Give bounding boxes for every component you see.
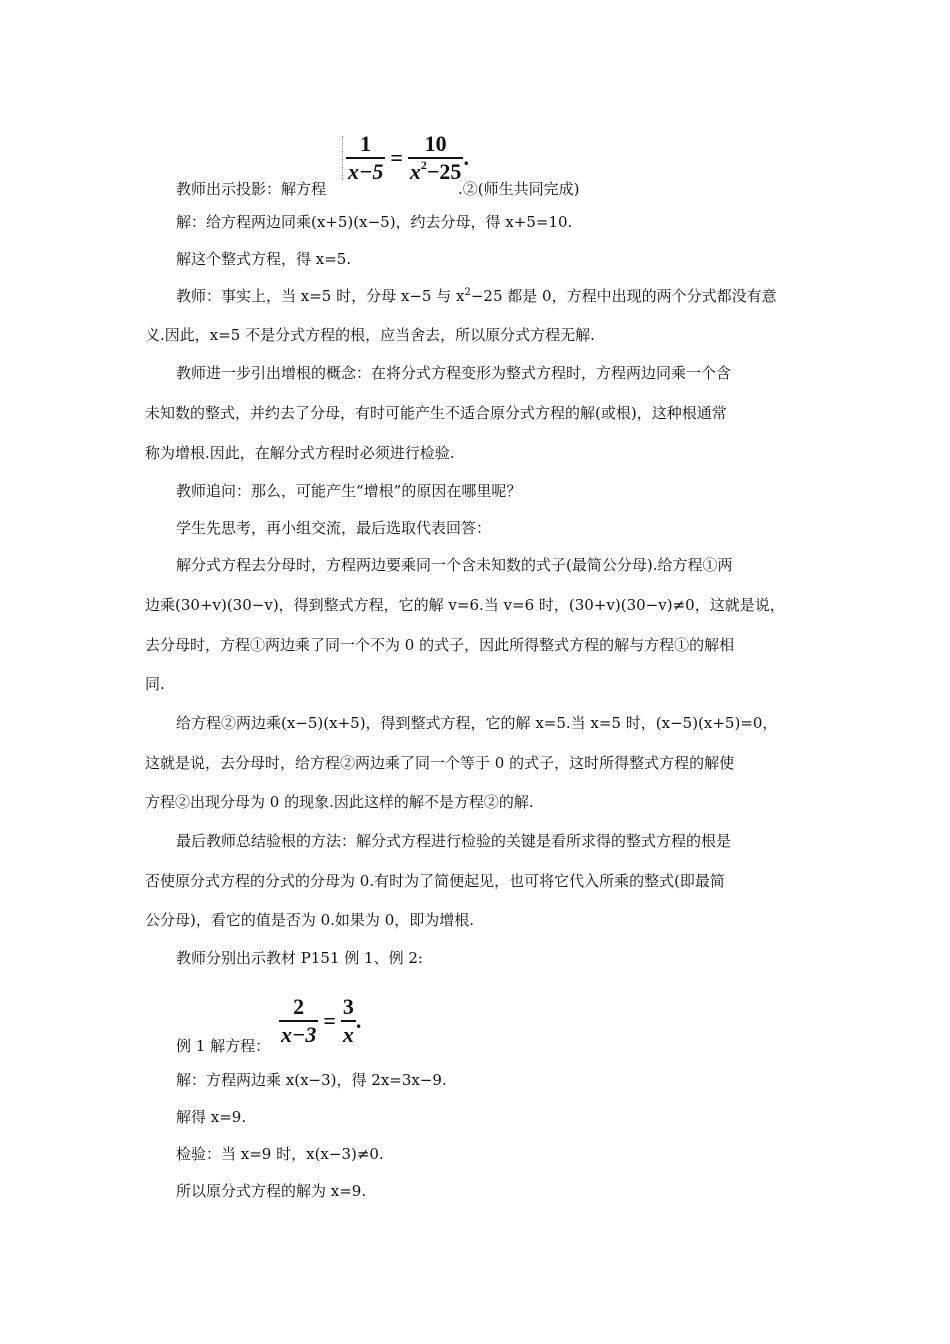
paragraph-line: 否使原分式方程的分式的分母为 0.有时为了简便起见，也可将它代入所乘的整式(即最简: [145, 872, 725, 890]
numerator: 1: [360, 131, 372, 156]
paragraph-line: 给方程②两边乘(x−5)(x+5)，得到整式方程，它的解 x=5.当 x=5 时，(x−5)(x+5)=0，: [176, 714, 778, 732]
equation-2: [346, 133, 469, 183]
paragraph-line: 教师出示投影：解方程 .②(师生共同完成): [176, 180, 580, 198]
paragraph-line: 同.: [145, 675, 165, 693]
paragraph-line: 称为增根.因此，在解分式方程时必须进行检验.: [145, 444, 455, 462]
paragraph-line: 未知数的整式，并约去了分母，有时可能产生不适合原分式方程的解(或根)，这种根通常: [145, 404, 727, 422]
fraction-left: [279, 996, 318, 1046]
equation-frame-marker: [342, 136, 345, 180]
paragraph-line: 教师追问：那么，可能产生“增根”的原因在哪里呢？: [176, 482, 522, 500]
paragraph-line: 学生先思考，再小组交流，最后选取代表回答：: [176, 519, 492, 537]
fraction-left: [346, 133, 385, 183]
paragraph-line: 所以原分式方程的解为 x=9.: [176, 1182, 367, 1200]
paragraph-line: 解：方程两边乘 x(x−3)，得 2x=3x−9.: [176, 1071, 447, 1089]
denominator: x−3: [281, 1022, 317, 1047]
paragraph-line: 解这个整式方程，得 x=5.: [176, 250, 352, 268]
example-1-equation: [279, 996, 361, 1046]
paragraph-line: 教师进一步引出增根的概念：在将分式方程变形为整式方程时，方程两边同乘一个含: [176, 364, 732, 382]
paragraph-line: 解分式方程去分母时，方程两边要乘同一个含未知数的式子(最简公分母).给方程①两: [176, 556, 733, 574]
paragraph-line: 去分母时，方程①两边乘了同一个不为 0 的式子，因此所得整式方程的解与方程①的解相: [145, 636, 735, 654]
equals-sign: =: [390, 145, 403, 170]
equation-period: .: [355, 1008, 362, 1033]
numerator: 3: [342, 994, 354, 1019]
denominator: x−5: [348, 159, 384, 184]
paragraph-line: 检验：当 x=9 时，x(x−3)≠0.: [176, 1145, 384, 1163]
paragraph-line: 教师：事实上，当 x=5 时，分母 x−5 与 $x^2-25$ 都是 0，方程中出现的两个分式都没有意: [176, 287, 777, 305]
paragraph-line: 这就是说，去分母时，给方程②两边乘了同一个等于 0 的式子，这时所得整式方程的解使: [145, 754, 735, 772]
paragraph-line: 公分母)，看它的值是否为 0.如果为 0，即为增根.: [145, 911, 475, 929]
denominator: x: [342, 1022, 354, 1047]
numerator: 2: [293, 994, 305, 1019]
denominator: $x^2-25$: [409, 158, 462, 184]
fraction-right: [341, 996, 356, 1046]
paragraph-line: 最后教师总结验根的方法：解分式方程进行检验的关键是看所求得的整式方程的根是: [176, 832, 732, 850]
fraction-right: [408, 133, 464, 183]
equals-sign: =: [323, 1008, 336, 1033]
paragraph-line: 方程②出现分母为 0 的现象.因此这样的解不是方程②的解.: [145, 793, 534, 811]
paragraph-line: 义.因此，x=5 不是分式方程的根，应当舍去，所以原分式方程无解.: [145, 326, 595, 344]
paragraph-line: 解：给方程两边同乘(x+5)(x−5)，约去分母，得 x+5=10.: [176, 213, 573, 231]
paragraph-line: 教师分别出示教材 P151 例 1、例 2:: [176, 949, 423, 967]
example-1-label: 例 1 解方程：: [176, 1037, 271, 1055]
equation-period: .: [463, 145, 469, 170]
paragraph-line: 边乘(30+v)(30−v)，得到整式方程，它的解 v=6.当 v=6 时，(30+v)(30−v)≠0，这就是说，: [145, 596, 785, 614]
paragraph-line: 解得 x=9.: [176, 1108, 247, 1126]
numerator: 10: [424, 131, 447, 156]
